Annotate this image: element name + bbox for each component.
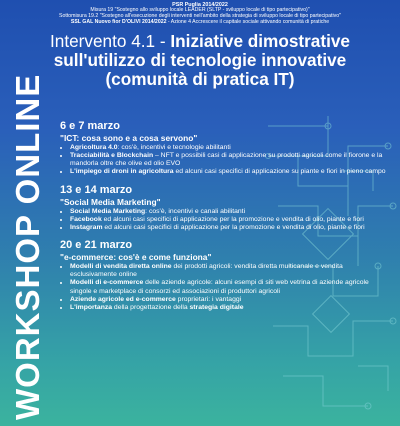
- section-3: [60, 239, 390, 312]
- list-item: • Agricoltura 4.0: cos'è, incentivi e tecnologie abilitanti: [70, 144, 390, 152]
- header-program: PSR Puglia 2014/2022: [172, 2, 228, 8]
- section-date: 13 e 14 marzo: [60, 183, 133, 196]
- list-item: • Tracciabilità e Blockchain – NFT e possibili casi di applicazione su prodotti agricoli come il fiorone e la mandorla oltre che olive ed olio EVO: [70, 152, 390, 168]
- section-2: [60, 184, 390, 232]
- header-gal-action: - Azione 4 Accrescere il capitale sociale attivando comunità di pratiche: [166, 18, 330, 25]
- workshop-vertical-label: WORKSHOP ONLINE: [9, 73, 46, 420]
- header-gal-name: SSL GAL Nuovo fior D'OLIVI 2014/2022: [70, 18, 167, 25]
- header-gal: [0, 20, 400, 26]
- list-item: • Modelli di vendita diretta online dei prodotti agricoli: vendita diretta multicanale e vendita esclusivamente online: [70, 263, 390, 279]
- title-prefix: Intervento 4.1 -: [50, 31, 171, 52]
- section-date: 20 e 21 marzo: [60, 239, 133, 252]
- list-item: • Facebook ed alcuni casi specifici di applicazione per la promozione e vendita di olio, piante e fiori: [70, 216, 390, 224]
- section-list: [60, 144, 390, 177]
- title-line1: [0, 32, 400, 51]
- section-1: [60, 120, 390, 177]
- title-line3: (comunità di pratica IT): [105, 68, 295, 89]
- section-topic: "e-commerce: cos'è e come funziona": [60, 252, 212, 263]
- list-item: • Instagram ed alcuni casi specifici di applicazione per la promozione e vendita di olio, piante e fiori: [70, 224, 390, 232]
- list-item: • L'impiego di droni in agricoltura ed alcuni casi specifici di applicazione su piante e fiori in pieno campo: [70, 168, 390, 176]
- list-item: • L'importanza della progettazione della strategia digitale: [70, 304, 390, 312]
- title-line2: sull'utilizzo di tecnologie innovative: [53, 50, 347, 71]
- section-list: [60, 263, 390, 312]
- page-title: [0, 32, 400, 88]
- section-list: [60, 208, 390, 232]
- section-topic: "ICT: cosa sono e a cosa servono": [60, 133, 198, 143]
- list-item: • Aziende agricole ed e-commerce proprietari: i vantaggi: [70, 296, 390, 304]
- header-submeasure: Sottomisura 19.2 "Sostegno all'esecuzione degli interventi nell'ambito della strategia di sviluppo locale di tipo partecipativo": [59, 12, 341, 19]
- list-item: • Social Media Marketing: cos'è, incentivi e canali abilitanti: [70, 208, 390, 216]
- header: [0, 0, 400, 25]
- list-item: • Modelli di e-commerce delle aziende agricole: alcuni esempi di siti web vetrina di aziende agricole singole e marketplace di consorzi ed associazioni di produttori agricoli: [70, 279, 390, 295]
- section-topic: "Social Media Marketing": [60, 196, 161, 207]
- title-bold: Iniziative dimostrative: [170, 31, 350, 52]
- header-measure: Misura 19 "Sostegno allo sviluppo locale LEADER (SLTP - sviluppo locale di tipo partecipativo)": [90, 7, 310, 14]
- sections: [60, 120, 390, 319]
- section-date: 6 e 7 marzo: [60, 120, 120, 132]
